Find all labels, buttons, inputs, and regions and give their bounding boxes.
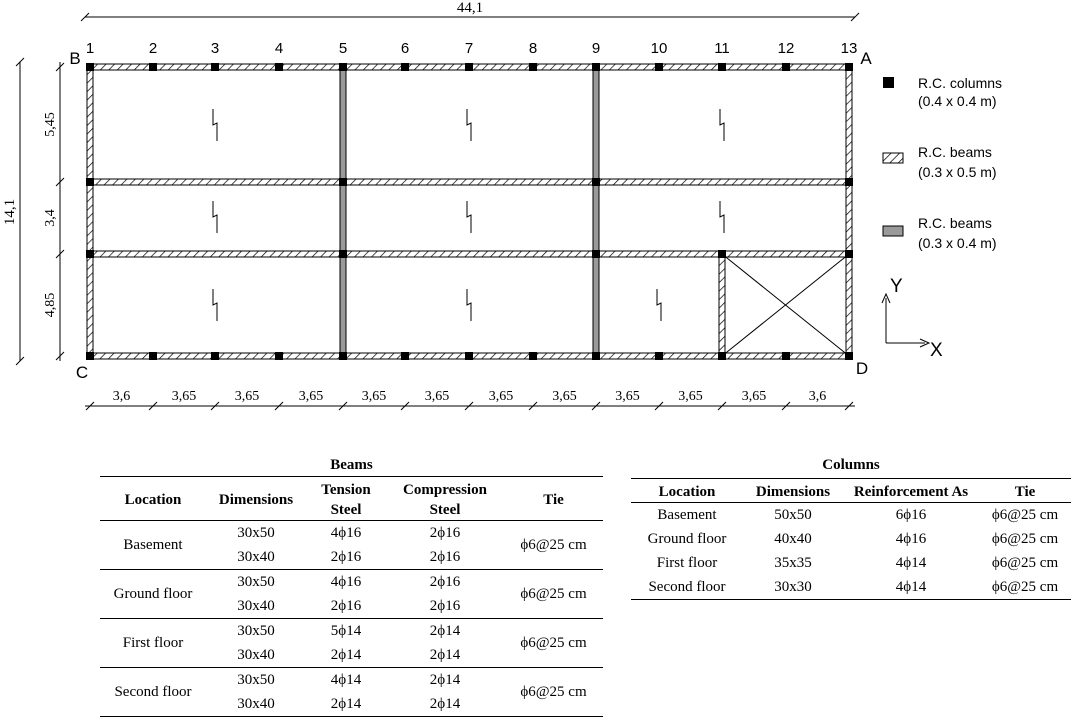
rc-column	[782, 352, 790, 360]
x-axis-label: X	[930, 340, 943, 361]
columns-location-cell: Second floor	[648, 579, 726, 595]
corner-label: D	[855, 359, 869, 378]
columns-location-cell: Ground floor	[647, 531, 727, 547]
columns-table-row	[631, 503, 1071, 528]
rc-column	[401, 63, 409, 71]
rc-column	[86, 63, 94, 71]
rc-column	[845, 352, 853, 360]
bay-dimension-label: 3,6	[808, 389, 827, 404]
beams-header-dimensions: Dimensions	[218, 492, 294, 508]
columns-header-tie: Tie	[1014, 484, 1036, 500]
bay-dimension-label: 3,6	[112, 389, 131, 404]
rc-column	[86, 178, 94, 186]
columns-table-row	[631, 527, 1071, 551]
axis-number: 2	[148, 40, 158, 57]
columns-header-location: Location	[658, 484, 716, 500]
axis-number: 1	[85, 40, 95, 57]
columns-reinforcement-cell: 4ϕ14	[895, 555, 927, 571]
bay-dimension-label: 3,65	[552, 389, 577, 404]
beams-tension-cell: 2ϕ14	[330, 647, 362, 663]
legend-text: R.C. columns	[918, 75, 1003, 91]
total-width-label: 14,1	[2, 198, 18, 226]
beams-dimension-cell: 30x40	[237, 647, 275, 663]
span-dimension-label: 5,45	[43, 112, 58, 137]
dimension-lines	[2, 0, 859, 410]
rc-column	[655, 352, 663, 360]
axis-number: 3	[210, 40, 220, 57]
columns-tie-cell: ϕ6@25 cm	[991, 531, 1059, 547]
rc-column	[339, 352, 347, 360]
rc-column	[211, 352, 219, 360]
rc-column	[845, 250, 853, 258]
bay-dimension-label: 3,65	[741, 389, 767, 404]
bay-dimension-label: 3,65	[298, 389, 324, 404]
beams-tension-cell: 5ϕ14	[330, 623, 362, 639]
beams-tie-cell: ϕ6@25 cm	[520, 537, 587, 553]
rc-column	[86, 352, 94, 360]
columns-tie-cell: ϕ6@25 cm	[991, 507, 1059, 523]
rc-column	[339, 63, 347, 71]
beams-dimension-cell: 30x50	[237, 574, 275, 590]
beams-tension-cell: 2ϕ14	[330, 696, 362, 712]
axis-number: 10	[650, 40, 668, 57]
legend-text: (0.4 x 0.4 m)	[918, 93, 997, 109]
corner-label: B	[69, 49, 81, 68]
rc-column	[782, 63, 790, 71]
bay-dimension-label: 3,65	[234, 389, 260, 404]
rc-column	[718, 250, 726, 258]
hatched-beam	[846, 67, 852, 356]
beams-table-row	[100, 521, 603, 546]
slab-span-arrow	[720, 109, 724, 141]
span-dimension-label: 3,4	[43, 209, 58, 227]
beams-compression-cell: 2ϕ16	[429, 549, 461, 565]
rc-column	[149, 63, 157, 71]
beams-dimension-cell: 30x50	[237, 672, 275, 688]
axis-number: 9	[591, 40, 601, 57]
corner-label: A	[860, 49, 872, 68]
grey-beam	[340, 67, 346, 356]
axis-number: 8	[528, 40, 538, 57]
columns-dimension-cell: 40x40	[774, 531, 812, 547]
slab-span-arrow	[467, 109, 471, 141]
beams-tie-cell: ϕ6@25 cm	[520, 684, 587, 700]
legend-text: (0.3 x 0.5 m)	[918, 164, 997, 180]
rc-column	[529, 352, 537, 360]
axis-number: 11	[714, 40, 730, 57]
beams-header-location: Location	[124, 492, 182, 508]
beams-table-row	[100, 570, 603, 595]
columns-header-dimensions: Dimensions	[755, 484, 831, 500]
legend-text: (0.3 x 0.4 m)	[918, 235, 997, 251]
beams-tension-cell: 4ϕ14	[330, 672, 362, 688]
legend	[883, 75, 1002, 251]
beams-compression-cell: 2ϕ14	[429, 696, 461, 712]
bay-dimension-label: 3,65	[361, 389, 387, 404]
rc-column	[465, 352, 473, 360]
hatched-beam	[719, 254, 725, 356]
slab-span-arrow	[213, 201, 217, 233]
rc-column	[86, 250, 94, 258]
rc-column	[592, 250, 600, 258]
columns-table-row	[631, 551, 1071, 575]
beams-location-cell: Basement	[123, 537, 183, 553]
beams-tie-cell: ϕ6@25 cm	[520, 586, 587, 602]
columns-tie-cell: ϕ6@25 cm	[991, 579, 1059, 595]
beams-header-tension: Tension Steel	[321, 482, 371, 518]
beams-compression-cell: 2ϕ16	[429, 574, 461, 590]
legend-column-swatch	[883, 77, 894, 88]
columns-layer	[86, 63, 853, 360]
bay-dimension-label: 3,65	[171, 389, 197, 404]
rc-column	[339, 178, 347, 186]
slab-span-arrow	[657, 289, 661, 321]
beams-table-row	[100, 619, 603, 644]
beams-dimension-cell: 30x40	[237, 696, 275, 712]
axis-number: 7	[464, 40, 474, 57]
beams-dimension-cell: 30x50	[237, 525, 275, 541]
columns-location-cell: Basement	[657, 507, 717, 523]
axis-number: 13	[840, 40, 858, 57]
legend-hatched-swatch	[883, 153, 903, 163]
slab-span-arrow	[467, 289, 471, 321]
bay-dimension-label: 3,65	[615, 389, 640, 404]
hatched-beam	[90, 179, 849, 185]
columns-table-topline	[631, 478, 1071, 479]
beams-table-row	[100, 668, 603, 693]
beams-dimension-cell: 30x50	[237, 623, 275, 639]
beams-tension-cell: 2ϕ16	[330, 549, 362, 565]
span-dimension-label: 4,85	[43, 292, 58, 318]
beams-tension-cell: 4ϕ16	[330, 574, 362, 590]
corner-label: C	[75, 363, 89, 382]
legend-grey-swatch	[883, 226, 903, 236]
rc-column	[718, 352, 726, 360]
axis-number: 6	[400, 40, 410, 57]
slab-marks	[213, 109, 849, 356]
beams-location-cell: Ground floor	[113, 586, 193, 602]
beams-table-title: Beams	[330, 457, 373, 473]
bay-dimension-label: 3,65	[424, 389, 450, 404]
rc-column	[592, 352, 600, 360]
beams-location-cell: Second floor	[114, 684, 192, 700]
rc-column	[211, 63, 219, 71]
legend-text: R.C. beams	[918, 215, 992, 231]
bay-dimension-label: 3,65	[678, 389, 703, 404]
columns-location-cell: First floor	[656, 555, 718, 571]
beams-compression-cell: 2ϕ14	[429, 623, 461, 639]
beams-compression-cell: 2ϕ16	[429, 525, 461, 541]
rc-column	[845, 178, 853, 186]
beams-compression-cell: 2ϕ14	[429, 672, 461, 688]
rc-column	[149, 352, 157, 360]
rc-column	[465, 63, 473, 71]
beams-tie-cell: ϕ6@25 cm	[520, 635, 587, 651]
columns-header-reinforcement: Reinforcement As	[853, 484, 969, 500]
rc-column	[845, 63, 853, 71]
slab-span-arrow	[213, 289, 217, 321]
beams-compression-cell: 2ϕ16	[429, 598, 461, 614]
columns-reinforcement-cell: 4ϕ14	[895, 579, 927, 595]
beams-dimension-cell: 30x40	[237, 598, 275, 614]
beams-dimension-cell: 30x40	[237, 549, 275, 565]
axis-number: 12	[777, 40, 795, 57]
axis-number: 4	[274, 40, 284, 57]
rc-column	[655, 63, 663, 71]
columns-table-row	[631, 575, 1071, 600]
grey-beam	[593, 67, 599, 356]
slab-span-arrow	[213, 109, 217, 141]
rc-column	[339, 250, 347, 258]
columns-dimension-cell: 35x35	[774, 555, 812, 571]
total-length-label: 44,1	[456, 0, 484, 16]
rc-column	[401, 352, 409, 360]
columns-table-title: Columns	[822, 457, 880, 473]
columns-dimension-cell: 50x50	[774, 507, 812, 523]
slab-span-arrow	[720, 201, 724, 233]
rc-column	[592, 178, 600, 186]
slab-span-arrow	[467, 201, 471, 233]
beams-location-cell: First floor	[122, 635, 184, 651]
columns-tie-cell: ϕ6@25 cm	[991, 555, 1059, 571]
rc-column	[718, 63, 726, 71]
beams-compression-cell: 2ϕ14	[429, 647, 461, 663]
y-axis-label: Y	[890, 276, 903, 297]
axis-number: 5	[338, 40, 348, 57]
hatched-beam	[90, 251, 849, 257]
columns-reinforcement-cell: 6ϕ16	[895, 507, 927, 523]
columns-dimension-cell: 30x30	[774, 579, 812, 595]
beams-tension-cell: 4ϕ16	[330, 525, 362, 541]
beams-table-topline	[100, 476, 603, 477]
bay-dimension-label: 3,65	[488, 389, 514, 404]
beams-header-tie: Tie	[543, 492, 564, 508]
beams-table	[100, 480, 603, 717]
rc-column	[592, 63, 600, 71]
rc-column	[529, 63, 537, 71]
rc-column	[275, 352, 283, 360]
columns-table	[631, 482, 1071, 600]
legend-text: R.C. beams	[918, 144, 992, 160]
beams-header-compression: Compression Steel	[403, 482, 487, 518]
beams-layer	[87, 64, 852, 359]
rc-column	[275, 63, 283, 71]
plan-labels	[69, 40, 943, 382]
hatched-beam	[87, 67, 93, 356]
beams-tension-cell: 2ϕ16	[330, 598, 362, 614]
columns-reinforcement-cell: 4ϕ16	[895, 531, 927, 547]
